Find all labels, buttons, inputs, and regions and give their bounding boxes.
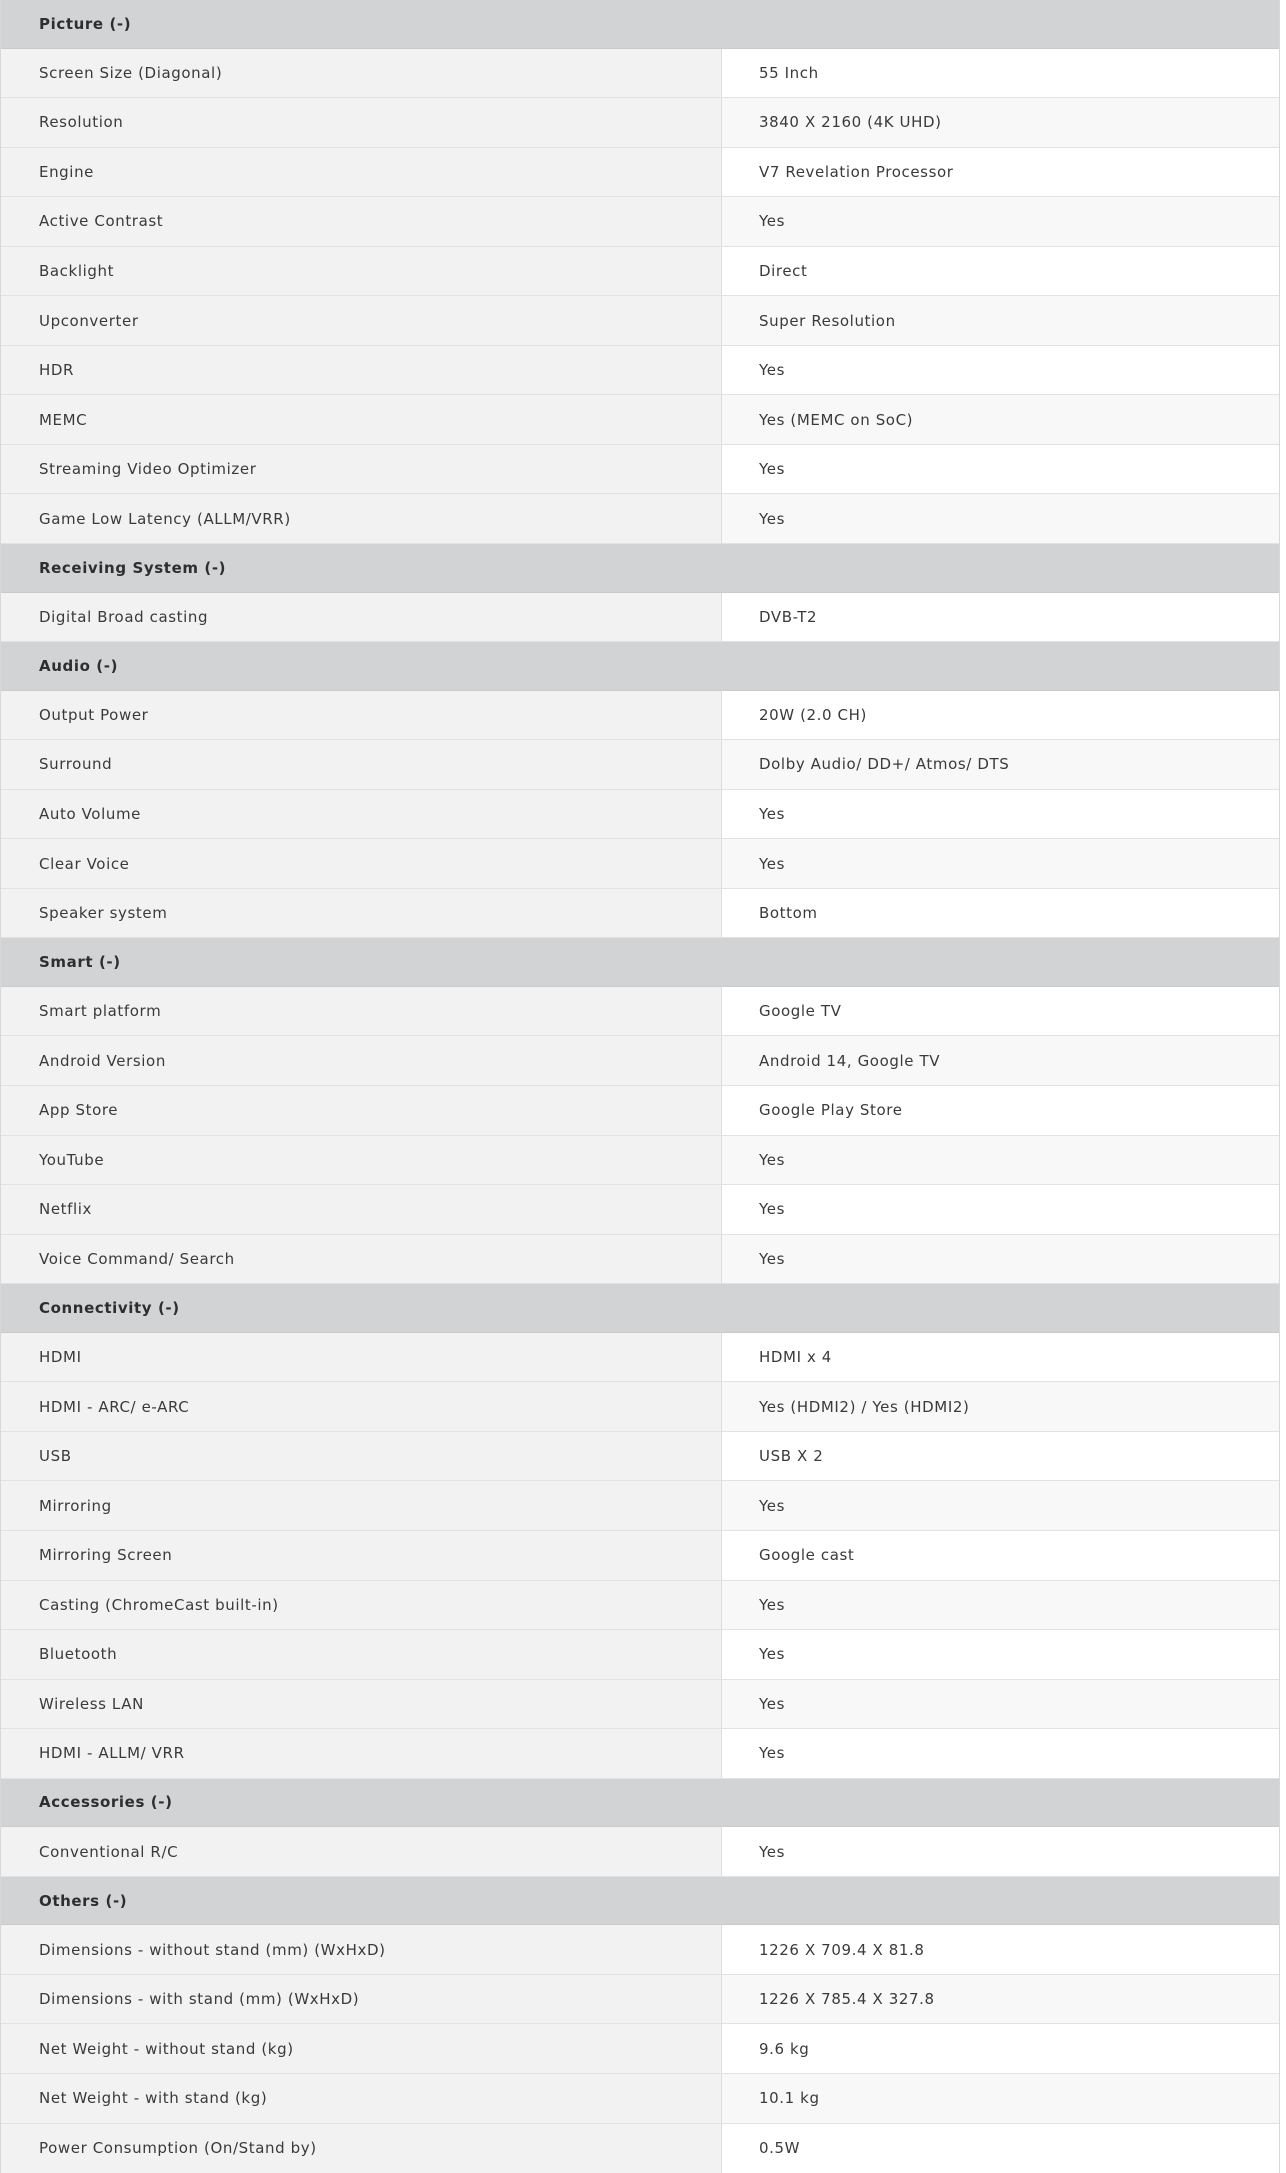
spec-row — [1, 2124, 1279, 2173]
spec-label: Engine — [1, 148, 722, 197]
spec-value: Super Resolution — [722, 296, 1279, 345]
spec-row — [1, 395, 1279, 445]
spec-row — [1, 1382, 1279, 1432]
spec-value: Google TV — [722, 987, 1279, 1036]
spec-value: Google Play Store — [722, 1086, 1279, 1135]
spec-value: Yes — [722, 445, 1279, 494]
spec-row — [1, 1481, 1279, 1531]
spec-value: Yes — [722, 197, 1279, 246]
spec-row — [1, 1185, 1279, 1235]
spec-label: HDR — [1, 346, 722, 395]
spec-row — [1, 148, 1279, 198]
spec-value: Yes — [722, 1235, 1279, 1284]
spec-row — [1, 790, 1279, 840]
spec-value: Yes — [722, 1680, 1279, 1729]
spec-label: Power Consumption (On/Stand by) — [1, 2124, 722, 2173]
spec-value: Yes — [722, 1136, 1279, 1185]
spec-label: Output Power — [1, 691, 722, 740]
spec-label: Game Low Latency (ALLM/VRR) — [1, 494, 722, 543]
spec-row — [1, 1729, 1279, 1779]
spec-value: Yes — [722, 1827, 1279, 1876]
spec-label: Mirroring Screen — [1, 1531, 722, 1580]
spec-row — [1, 1925, 1279, 1975]
spec-value: Bottom — [722, 889, 1279, 938]
spec-label: Dimensions - without stand (mm) (WxHxD) — [1, 1925, 722, 1974]
spec-value: 1226 X 785.4 X 327.8 — [722, 1975, 1279, 2024]
spec-label: Smart platform — [1, 987, 722, 1036]
spec-row — [1, 1235, 1279, 1285]
spec-value: 55 Inch — [722, 49, 1279, 98]
spec-label: Auto Volume — [1, 790, 722, 839]
spec-value: Yes — [722, 839, 1279, 888]
spec-label: Resolution — [1, 98, 722, 147]
spec-label: HDMI - ALLM/ VRR — [1, 1729, 722, 1778]
spec-label: Clear Voice — [1, 839, 722, 888]
spec-row — [1, 691, 1279, 741]
spec-label: Netflix — [1, 1185, 722, 1234]
spec-value: 10.1 kg — [722, 2074, 1279, 2123]
spec-value: Yes — [722, 790, 1279, 839]
spec-row — [1, 987, 1279, 1037]
spec-value: 0.5W — [722, 2124, 1279, 2173]
spec-row — [1, 1630, 1279, 1680]
spec-value: 9.6 kg — [722, 2024, 1279, 2073]
spec-row — [1, 1086, 1279, 1136]
spec-row — [1, 98, 1279, 148]
spec-value: Yes — [722, 1481, 1279, 1530]
spec-row — [1, 889, 1279, 939]
spec-label: Surround — [1, 740, 722, 789]
spec-row — [1, 247, 1279, 297]
spec-row — [1, 49, 1279, 99]
spec-label: Wireless LAN — [1, 1680, 722, 1729]
spec-label: Speaker system — [1, 889, 722, 938]
spec-row — [1, 494, 1279, 544]
spec-value: Yes — [722, 1185, 1279, 1234]
spec-label: Net Weight - with stand (kg) — [1, 2074, 722, 2123]
spec-row — [1, 445, 1279, 495]
section-header[interactable]: Receiving System (-) — [1, 544, 1279, 593]
spec-value: Yes — [722, 1630, 1279, 1679]
spec-value: Yes (MEMC on SoC) — [722, 395, 1279, 444]
spec-row — [1, 2024, 1279, 2074]
spec-value: Yes — [722, 1581, 1279, 1630]
spec-row — [1, 593, 1279, 643]
spec-value: Yes — [722, 1729, 1279, 1778]
spec-label: Casting (ChromeCast built-in) — [1, 1581, 722, 1630]
spec-value: Yes — [722, 346, 1279, 395]
spec-value: V7 Revelation Processor — [722, 148, 1279, 197]
spec-label: HDMI - ARC/ e-ARC — [1, 1382, 722, 1431]
spec-row — [1, 839, 1279, 889]
spec-row — [1, 296, 1279, 346]
spec-row — [1, 1036, 1279, 1086]
spec-row — [1, 2074, 1279, 2124]
spec-label: Android Version — [1, 1036, 722, 1085]
spec-value: HDMI x 4 — [722, 1333, 1279, 1382]
spec-label: Digital Broad casting — [1, 593, 722, 642]
spec-label: Active Contrast — [1, 197, 722, 246]
spec-row — [1, 1680, 1279, 1730]
spec-label: Upconverter — [1, 296, 722, 345]
spec-row — [1, 1975, 1279, 2025]
spec-value: DVB-T2 — [722, 593, 1279, 642]
spec-label: Mirroring — [1, 1481, 722, 1530]
spec-label: Backlight — [1, 247, 722, 296]
spec-label: Dimensions - with stand (mm) (WxHxD) — [1, 1975, 722, 2024]
section-header[interactable]: Smart (-) — [1, 938, 1279, 987]
spec-value: 20W (2.0 CH) — [722, 691, 1279, 740]
spec-row — [1, 1136, 1279, 1186]
spec-value: 3840 X 2160 (4K UHD) — [722, 98, 1279, 147]
spec-value: Android 14, Google TV — [722, 1036, 1279, 1085]
spec-row — [1, 197, 1279, 247]
spec-label: Net Weight - without stand (kg) — [1, 2024, 722, 2073]
spec-label: HDMI — [1, 1333, 722, 1382]
spec-row — [1, 740, 1279, 790]
spec-row — [1, 1432, 1279, 1482]
section-header[interactable]: Others (-) — [1, 1877, 1279, 1926]
spec-value: USB X 2 — [722, 1432, 1279, 1481]
spec-row — [1, 1333, 1279, 1383]
spec-label: USB — [1, 1432, 722, 1481]
spec-label: Streaming Video Optimizer — [1, 445, 722, 494]
spec-label: YouTube — [1, 1136, 722, 1185]
spec-value: Yes — [722, 494, 1279, 543]
spec-value: Dolby Audio/ DD+/ Atmos/ DTS — [722, 740, 1279, 789]
spec-label: Bluetooth — [1, 1630, 722, 1679]
spec-value: Yes (HDMI2) / Yes (HDMI2) — [722, 1382, 1279, 1431]
spec-row — [1, 346, 1279, 396]
section-header[interactable]: Connectivity (-) — [1, 1284, 1279, 1333]
section-header[interactable]: Accessories (-) — [1, 1779, 1279, 1828]
spec-row — [1, 1581, 1279, 1631]
spec-label: Conventional R/C — [1, 1827, 722, 1876]
spec-value: Direct — [722, 247, 1279, 296]
spec-row — [1, 1531, 1279, 1581]
spec-row — [1, 1827, 1279, 1877]
spec-label: App Store — [1, 1086, 722, 1135]
spec-value: 1226 X 709.4 X 81.8 — [722, 1925, 1279, 1974]
section-header[interactable]: Picture (-) — [1, 0, 1279, 49]
section-header[interactable]: Audio (-) — [1, 642, 1279, 691]
spec-label: Screen Size (Diagonal) — [1, 49, 722, 98]
spec-value: Google cast — [722, 1531, 1279, 1580]
spec-label: MEMC — [1, 395, 722, 444]
spec-label: Voice Command/ Search — [1, 1235, 722, 1284]
